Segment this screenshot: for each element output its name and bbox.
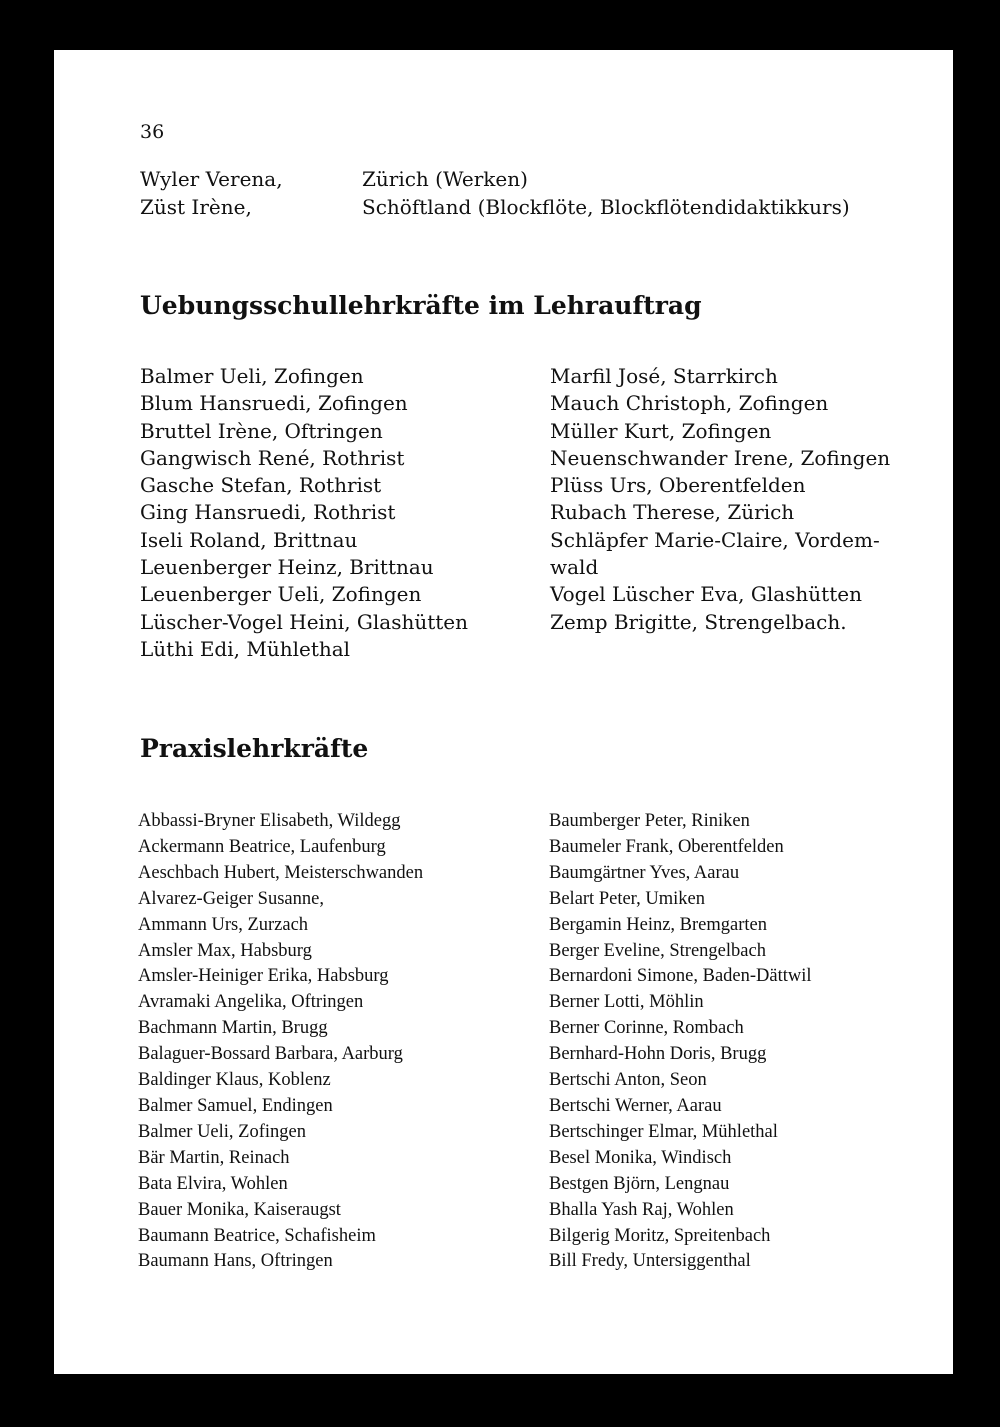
list-item: Mauch Christoph, Zofingen [550, 391, 829, 416]
staff-name: Züst Irène, [140, 195, 252, 219]
list-item: Bär Martin, Reinach [138, 1147, 290, 1168]
list-item: Lüthi Edi, Mühlethal [140, 636, 351, 661]
list-item: Baumeler Frank, Oberentfelden [549, 836, 784, 857]
document-page [54, 50, 953, 1374]
list-item: Belart Peter, Umiken [549, 888, 705, 909]
list-item: Amsler Max, Habsburg [138, 940, 312, 961]
list-item: Baumann Hans, Oftringen [138, 1251, 333, 1272]
list-item: Berner Corinne, Rombach [549, 1018, 744, 1039]
list-item: Leuenberger Heinz, Brittnau [140, 555, 434, 580]
list-item: Lüscher-Vogel Heini, Glashütten [140, 609, 469, 634]
list-item: Baumberger Peter, Riniken [549, 811, 750, 831]
list-item: Bill Fredy, Untersiggenthal [549, 1251, 751, 1272]
list-item: Aeschbach Hubert, Meisterschwanden [138, 862, 424, 883]
list-item: Ackermann Beatrice, Laufenburg [138, 836, 386, 857]
list-item: Bhalla Yash Raj, Wohlen [549, 1199, 734, 1220]
list-item: Berger Eveline, Strengelbach [549, 940, 766, 961]
list-item: Rubach Therese, Zürich [550, 500, 795, 525]
list-item: Bertschinger Elmar, Mühlethal [549, 1121, 778, 1142]
list-item: Bata Elvira, Wohlen [138, 1173, 288, 1194]
list-item: Iseli Roland, Brittnau [140, 527, 358, 552]
staff-name: Wyler Verena, [140, 167, 283, 191]
list-item: Besel Monika, Windisch [549, 1147, 732, 1168]
list-item: Bilgerig Moritz, Spreitenbach [549, 1225, 771, 1246]
list-item: Bauer Monika, Kaiseraugst [138, 1199, 341, 1220]
list-item: Marfil José, Starrkirch [550, 364, 778, 388]
list-item: Berner Lotti, Möhlin [549, 992, 704, 1013]
staff-place: Schöftland (Blockflöte, Blockflötendidaktikkurs) [362, 195, 850, 219]
list-item: Bachmann Martin, Brugg [138, 1018, 328, 1039]
list-item: Abbassi-Bryner Elisabeth, Wildegg [138, 811, 401, 831]
list-item: Amsler-Heiniger Erika, Habsburg [138, 966, 389, 987]
practice-school-list-right [550, 363, 890, 636]
staff-place: Zürich (Werken) [362, 167, 528, 191]
list-item: Gasche Stefan, Rothrist [140, 473, 382, 498]
list-item: wald [550, 555, 599, 580]
list-item: Zemp Brigitte, Strengelbach. [550, 609, 847, 634]
list-item: Bertschi Anton, Seon [549, 1070, 707, 1091]
list-item: Vogel Lüscher Eva, Glashütten [550, 582, 862, 607]
list-item: Bernardoni Simone, Baden-Dättwil [549, 966, 812, 987]
list-item: Schläpfer Marie-Claire, Vordem- [550, 527, 880, 552]
list-item: Gangwisch René, Rothrist [140, 445, 405, 470]
list-item: Baumgärtner Yves, Aarau [549, 862, 740, 883]
list-item: Balmer Ueli, Zofingen [140, 364, 364, 388]
list-item: Balmer Samuel, Endingen [138, 1095, 333, 1116]
list-item: Balmer Ueli, Zofingen [138, 1121, 306, 1142]
list-item: Bergamin Heinz, Bremgarten [549, 914, 767, 935]
section-heading-practice-school-teachers: Uebungsschullehrkräfte im Lehrauftrag [140, 291, 702, 320]
page-number: 36 [140, 121, 165, 143]
list-item: Bernhard-Hohn Doris, Brugg [549, 1044, 767, 1065]
list-item: Plüss Urs, Oberentfelden [550, 473, 806, 498]
list-item: Avramaki Angelika, Oftringen [138, 992, 364, 1013]
list-item: Neuenschwander Irene, Zofingen [550, 445, 891, 470]
practice-teachers-list-left [138, 809, 423, 1275]
list-item: Balaguer-Bossard Barbara, Aarburg [138, 1044, 403, 1065]
section-heading-practice-teachers: Praxislehrkräfte [140, 734, 369, 763]
list-item: Baumann Beatrice, Schafisheim [138, 1225, 376, 1246]
practice-teachers-list-right [549, 809, 812, 1275]
list-item: Müller Kurt, Zofingen [550, 418, 772, 443]
list-item: Alvarez-Geiger Susanne, [138, 888, 324, 909]
list-item: Baldinger Klaus, Koblenz [138, 1070, 331, 1091]
list-item: Blum Hansruedi, Zofingen [140, 391, 408, 416]
list-item: Ging Hansruedi, Rothrist [140, 500, 396, 525]
list-item: Bruttel Irène, Oftringen [140, 418, 383, 443]
list-item: Bestgen Björn, Lengnau [549, 1173, 730, 1194]
list-item: Ammann Urs, Zurzach [138, 914, 309, 935]
list-item: Bertschi Werner, Aarau [549, 1095, 722, 1116]
list-item: Leuenberger Ueli, Zofingen [140, 582, 422, 607]
practice-school-list-left [140, 363, 468, 663]
